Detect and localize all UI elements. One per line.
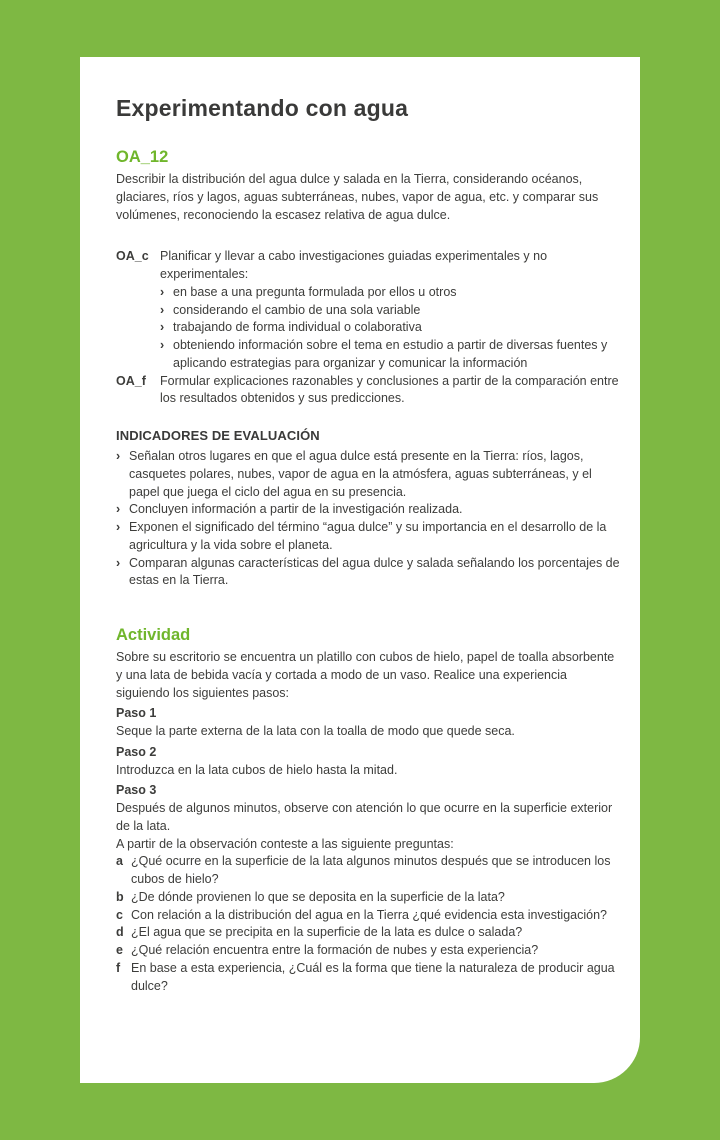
indicator-text: Exponen el significado del término “agua dulce” y su importancia en el desarrollo de la agricultura y la vida sobre el planeta. (129, 520, 607, 552)
question-item (116, 853, 622, 889)
oa-f-row (116, 373, 622, 409)
bullet-text: trabajando de forma individual o colaborativa (173, 320, 422, 335)
question-letter: e (116, 943, 123, 957)
list-item (160, 302, 622, 320)
bullet-text: obteniendo información sobre el tema en estudio a partir de diversas fuentes y aplicando estrategias para organizar y comunicar la información (173, 338, 608, 370)
oa-c-row (116, 248, 622, 372)
chevron-bullet-icon: › (116, 449, 121, 463)
list-item (160, 319, 622, 337)
step-text: Seque la parte externa de la lata con la toalla de modo que quede seca. (116, 724, 515, 738)
chevron-bullet-icon: › (160, 302, 165, 317)
heading-indicadores: INDICADORES DE EVALUACIÓN (116, 428, 320, 443)
chevron-bullet-icon: › (116, 555, 121, 570)
question-item (116, 889, 622, 907)
step-label: Paso 1 (116, 706, 157, 721)
question-item (116, 907, 622, 925)
chevron-bullet-icon: › (160, 284, 165, 299)
heading-actividad: Actividad (116, 626, 191, 644)
heading-oa12: OA_12 (116, 148, 169, 166)
chevron-bullet-icon: › (116, 502, 121, 517)
question-letter: f (116, 960, 121, 975)
question-letter: b (116, 889, 124, 904)
question-item (116, 960, 622, 996)
page-title: Experimentando con agua (116, 95, 409, 121)
question-text: En base a esta experiencia, ¿Cuál es la forma que tiene la naturaleza de producir agua dulce? (131, 960, 615, 993)
question-item (116, 942, 622, 960)
bullet-text: considerando el cambio de una sola variable (173, 302, 421, 317)
indicator-item (116, 555, 622, 591)
oa-f-content (160, 373, 622, 409)
question-text: ¿Qué relación encuentra entre la formación de nubes y esta experiencia? (131, 943, 539, 957)
question-text: ¿De dónde provienen lo que se deposita en la superficie de la lata? (131, 889, 505, 904)
oa-c-text: Planificar y llevar a cabo investigaciones guiadas experimentales y no experimentales: (160, 249, 548, 281)
worksheet-card (80, 57, 640, 1083)
question-item (116, 924, 622, 942)
question-text: ¿El agua que se precipita en la superficie de la lata es dulce o salada? (131, 925, 523, 940)
list-item (160, 284, 622, 302)
question-text: Con relación a la distribución del agua en la Tierra ¿qué evidencia esta investigación? (131, 907, 607, 922)
indicator-item (116, 501, 622, 519)
question-letter: c (116, 907, 123, 922)
chevron-bullet-icon: › (116, 520, 121, 534)
indicator-item (116, 448, 622, 501)
actividad-intro: Sobre su escritorio se encuentra un platillo con cubos de hielo, papel de toalla absorbente y una lata de bebida vacía y cortada a modo de un vaso. Realice una experiencia siguiendo los siguientes pasos: (116, 650, 615, 700)
oa-c-label: OA_c (116, 249, 149, 264)
chevron-bullet-icon: › (160, 320, 165, 335)
step-text: Introduzca en la lata cubos de hielo hasta la mitad. (116, 762, 398, 777)
step-label: Paso 2 (116, 744, 157, 759)
indicator-text: Concluyen información a partir de la investigación realizada. (129, 502, 463, 517)
question-letter: a (116, 854, 123, 869)
oa-c-content (160, 248, 622, 372)
step-text: Después de algunos minutos, observe con atención lo que ocurre en la superficie exterior de la lata. (116, 801, 613, 833)
oa-f-text: Formular explicaciones razonables y conclusiones a partir de la comparación entre los resultados obtenidos y sus predicciones. (160, 373, 619, 406)
oa-f-label: OA_f (116, 373, 146, 388)
bullet-text: en base a una pregunta formulada por ellos u otros (173, 284, 457, 299)
oa12-description: Describir la distribución del agua dulce y salada en la Tierra, considerando océanos, glaciares, ríos y lagos, aguas subterráneas, nubes, vapor de agua, etc. y comparar sus volúmenes, reconociendo la escasez relativa de agua dulce. (116, 172, 599, 222)
indicator-text: Comparan algunas características del agua dulce y salada señalando los porcentajes de estas en la Tierra. (129, 555, 620, 588)
questions-intro: A partir de la observación conteste a las siguiente preguntas: (116, 836, 454, 851)
question-text: ¿Qué ocurre en la superficie de la lata algunos minutos después que se introducen los cubos de hielo? (131, 854, 611, 886)
question-letter: d (116, 925, 124, 940)
step-label: Paso 3 (116, 783, 157, 798)
indicator-item (116, 519, 622, 555)
indicator-text: Señalan otros lugares en que el agua dulce está presente en la Tierra: ríos, lagos, casquetes polares, nubes, vapor de agua en la atmósfera, aguas subterráneas, y el papel que juega el ciclo del agua en su presencia. (129, 449, 592, 499)
list-item (160, 337, 622, 373)
chevron-bullet-icon: › (160, 338, 165, 352)
